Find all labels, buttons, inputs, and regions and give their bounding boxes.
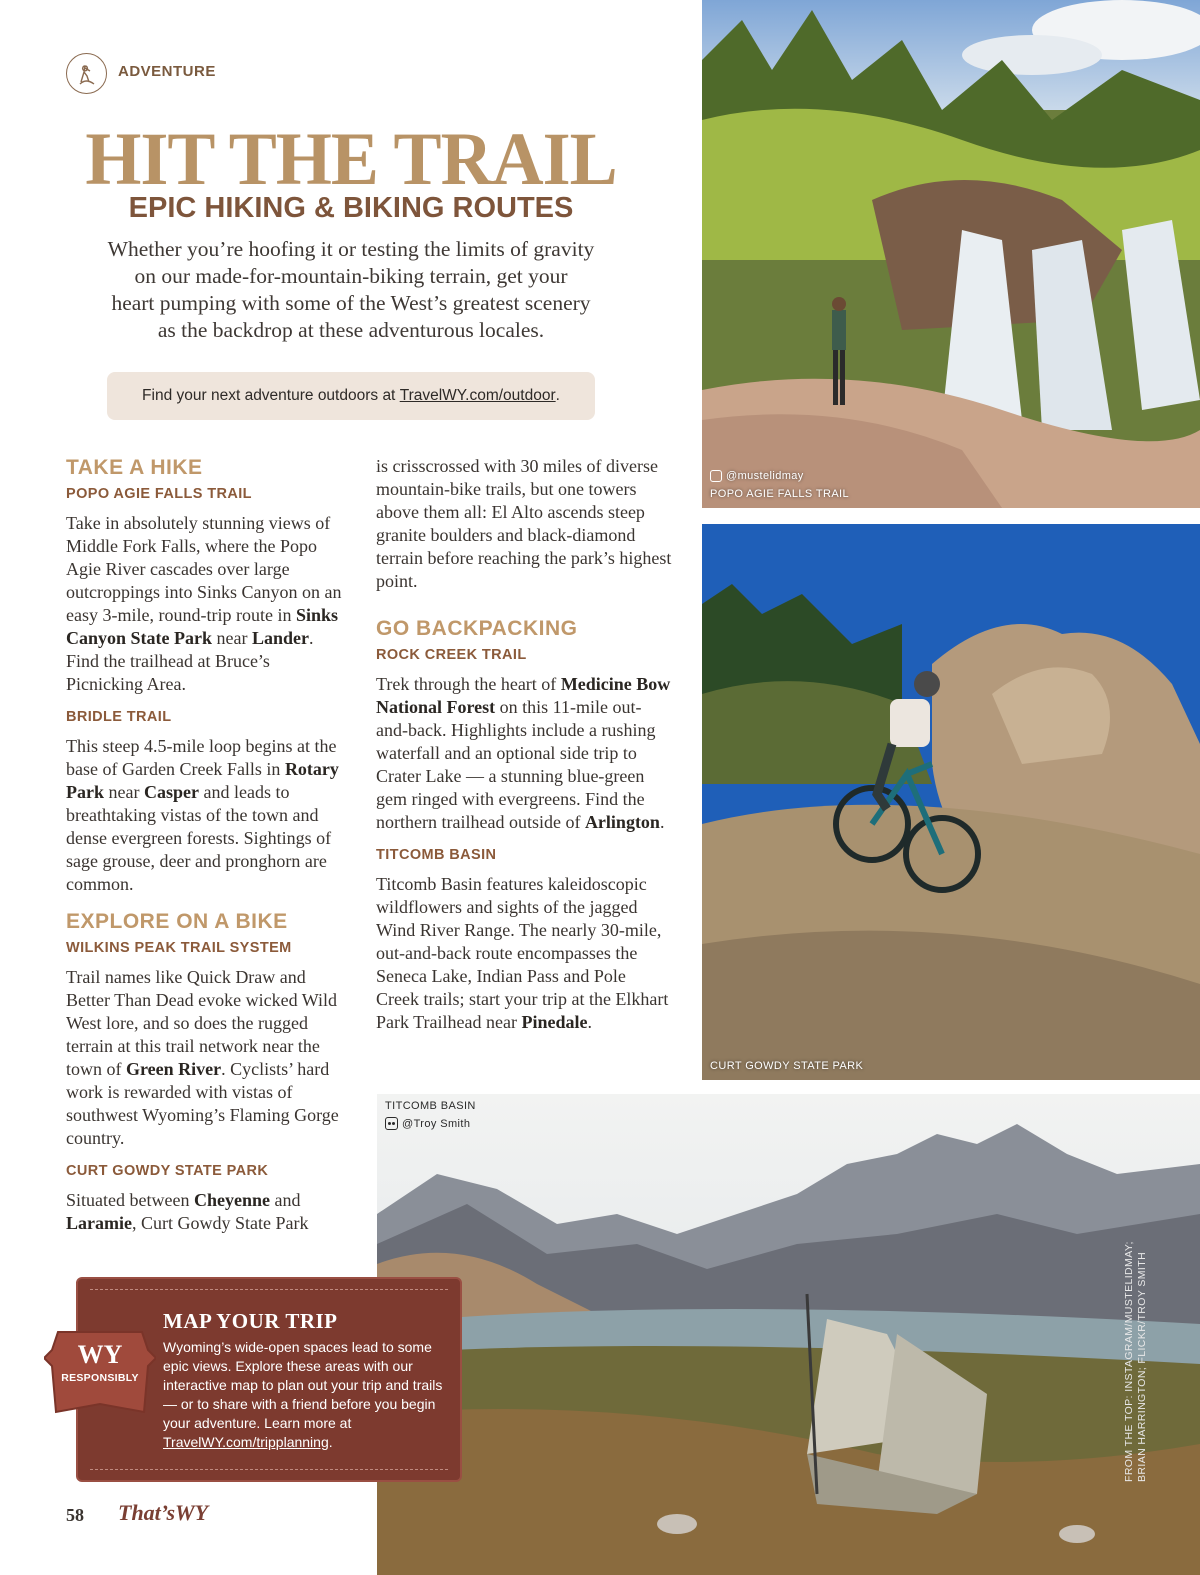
intro-paragraph bbox=[90, 236, 612, 344]
place-green-river: Green River bbox=[126, 1059, 222, 1079]
trail-text-curt-gowdy: Situated between Cheyenne and Laramie, Curt Gowdy State Park bbox=[66, 1190, 309, 1233]
trail-text-wilkins: Trail names like Quick Draw and Better Than Dead evoke wicked Wild West lore, and so does the rugged terrain at this trail network near the town of Green River. Cyclists’ hard work is rewarded with vistas of southwest Wyoming’s Flaming Gorge country. bbox=[66, 967, 339, 1148]
instagram-icon bbox=[710, 470, 722, 482]
trail-title-bridle: BRIDLE TRAIL bbox=[66, 709, 172, 725]
outdoor-callout bbox=[107, 372, 595, 420]
photo-credits-line-2: BRIAN HARRINGTON; FLICKR/TROY SMITH bbox=[1136, 1251, 1148, 1482]
intro-line: as the backdrop at these adventurous locales. bbox=[157, 318, 545, 342]
photo-caption-bottom: TITCOMB BASIN bbox=[385, 1100, 476, 1112]
trail-text-rock-creek: Trek through the heart of Medicine Bow National Forest on this 11-mile out-and-back. Highlights include a rushing waterfall and an optional side trip to Crater Lake — a stunning blue-green gem ringed with evergreens. Find the northern trailhead outside of Arlington. bbox=[376, 674, 671, 832]
heading-take-a-hike: TAKE A HIKE bbox=[66, 456, 203, 479]
place-sinks-canyon: Sinks Canyon State Park bbox=[66, 605, 338, 648]
map-box-title: MAP YOUR TRIP bbox=[163, 1309, 338, 1333]
trail-text-bridle: This steep 4.5-mile loop begins at the base of Garden Creek Falls in Rotary Park near Casper and leads to breathtaking vistas of the town and dense evergreen forests. Sightings of sage grouse, deer and pronghorn are common. bbox=[66, 736, 339, 894]
place-lander: Lander bbox=[252, 628, 310, 648]
trail-title-rock-creek: ROCK CREEK TRAIL bbox=[376, 647, 527, 663]
map-box-body: Wyoming’s wide-open spaces lead to some epic views. Explore these areas with our interactive map to plan out your trip and trails — or to share with a friend before you begin your adventure. Learn more at TravelWY.com/tripplanning. bbox=[163, 1339, 443, 1450]
section-label: ADVENTURE bbox=[118, 63, 216, 80]
photo-credits-line-1: FROM THE TOP: INSTAGRAM/MUSTELIDMAY; bbox=[1123, 1241, 1135, 1482]
trail-title-titcomb: TITCOMB BASIN bbox=[376, 847, 497, 863]
badge-wy: WY bbox=[77, 1340, 123, 1369]
article-column-right bbox=[376, 455, 672, 1044]
trail-title-popo-agie: POPO AGIE FALLS TRAIL bbox=[66, 486, 252, 502]
photo-handle-top: @mustelidmay bbox=[710, 470, 804, 482]
trail-text-popo-agie: Take in absolutely stunning views of Middle Fork Falls, where the Popo Agie River cascades over large outcroppings into Sinks Canyon on an easy 3-mile, round-trip route in Sinks Canyon State Park near Lander. Find the trailhead at Bruce’s Picnicking Area. bbox=[66, 513, 342, 694]
trail-title-wilkins: WILKINS PEAK TRAIL SYSTEM bbox=[66, 940, 292, 956]
place-laramie: Laramie bbox=[66, 1213, 132, 1233]
place-arlington: Arlington bbox=[584, 812, 660, 832]
photo-popo-agie-falls bbox=[702, 0, 1200, 508]
thats-wy-logo: That’sWY bbox=[118, 1500, 209, 1525]
heading-explore-on-a-bike: EXPLORE ON A BIKE bbox=[66, 910, 288, 933]
heading-go-backpacking: GO BACKPACKING bbox=[376, 617, 578, 640]
badge-responsibly: RESPONSIBLY bbox=[61, 1372, 139, 1384]
flickr-icon bbox=[385, 1117, 398, 1130]
intro-line: on our made-for-mountain-biking terrain, get your bbox=[134, 264, 568, 288]
page-number: 58 bbox=[66, 1505, 84, 1525]
place-rotary-park: Rotary Park bbox=[66, 759, 339, 802]
callout-text: Find your next adventure outdoors at bbox=[142, 387, 396, 404]
photo-caption-top: POPO AGIE FALLS TRAIL bbox=[710, 488, 850, 500]
intro-line: Whether you’re hoofing it or testing the limits of gravity bbox=[107, 237, 595, 261]
photo-titcomb-basin bbox=[377, 1094, 1200, 1575]
intro-line: heart pumping with some of the West’s greatest scenery bbox=[111, 291, 591, 315]
trail-text-curt-gowdy-cont: is crisscrossed with 30 miles of diverse mountain-bike trails, but one towers above them all: El Alto ascends steep granite boulders and black-diamond terrain before reaching the park’s highest point. bbox=[376, 456, 672, 591]
page-subtitle: EPIC HIKING & BIKING ROUTES bbox=[128, 192, 574, 224]
hiker-icon bbox=[67, 54, 105, 92]
photo-curt-gowdy bbox=[702, 524, 1200, 1080]
trail-text-titcomb: Titcomb Basin features kaleidoscopic wildflowers and sights of the jagged Wind River Range. The nearly 30-mile, out-and-back route encompasses the Seneca Lake, Indian Pass and Pole Creek trails; start your trip at the Elkhart Park Trailhead near Pinedale. bbox=[376, 874, 669, 1032]
trip-planning-link[interactable]: TravelWY.com/tripplanning bbox=[163, 1434, 329, 1450]
photo-handle-bottom: @Troy Smith bbox=[385, 1117, 470, 1130]
place-cheyenne: Cheyenne bbox=[193, 1190, 270, 1210]
photo-caption-middle: CURT GOWDY STATE PARK bbox=[710, 1060, 864, 1072]
outdoor-link[interactable]: TravelWY.com/outdoor bbox=[399, 387, 556, 404]
place-pinedale: Pinedale bbox=[521, 1012, 588, 1032]
wy-responsibly-badge bbox=[44, 1328, 156, 1420]
callout-suffix: . bbox=[555, 387, 560, 404]
place-medicine-bow: Medicine Bow National Forest bbox=[376, 674, 671, 717]
article-column-left bbox=[66, 456, 346, 1245]
page-title: HIT THE TRAIL bbox=[85, 116, 617, 201]
adventure-section-icon bbox=[66, 53, 107, 94]
trail-title-curt-gowdy: CURT GOWDY STATE PARK bbox=[66, 1163, 269, 1179]
place-casper: Casper bbox=[143, 782, 199, 802]
